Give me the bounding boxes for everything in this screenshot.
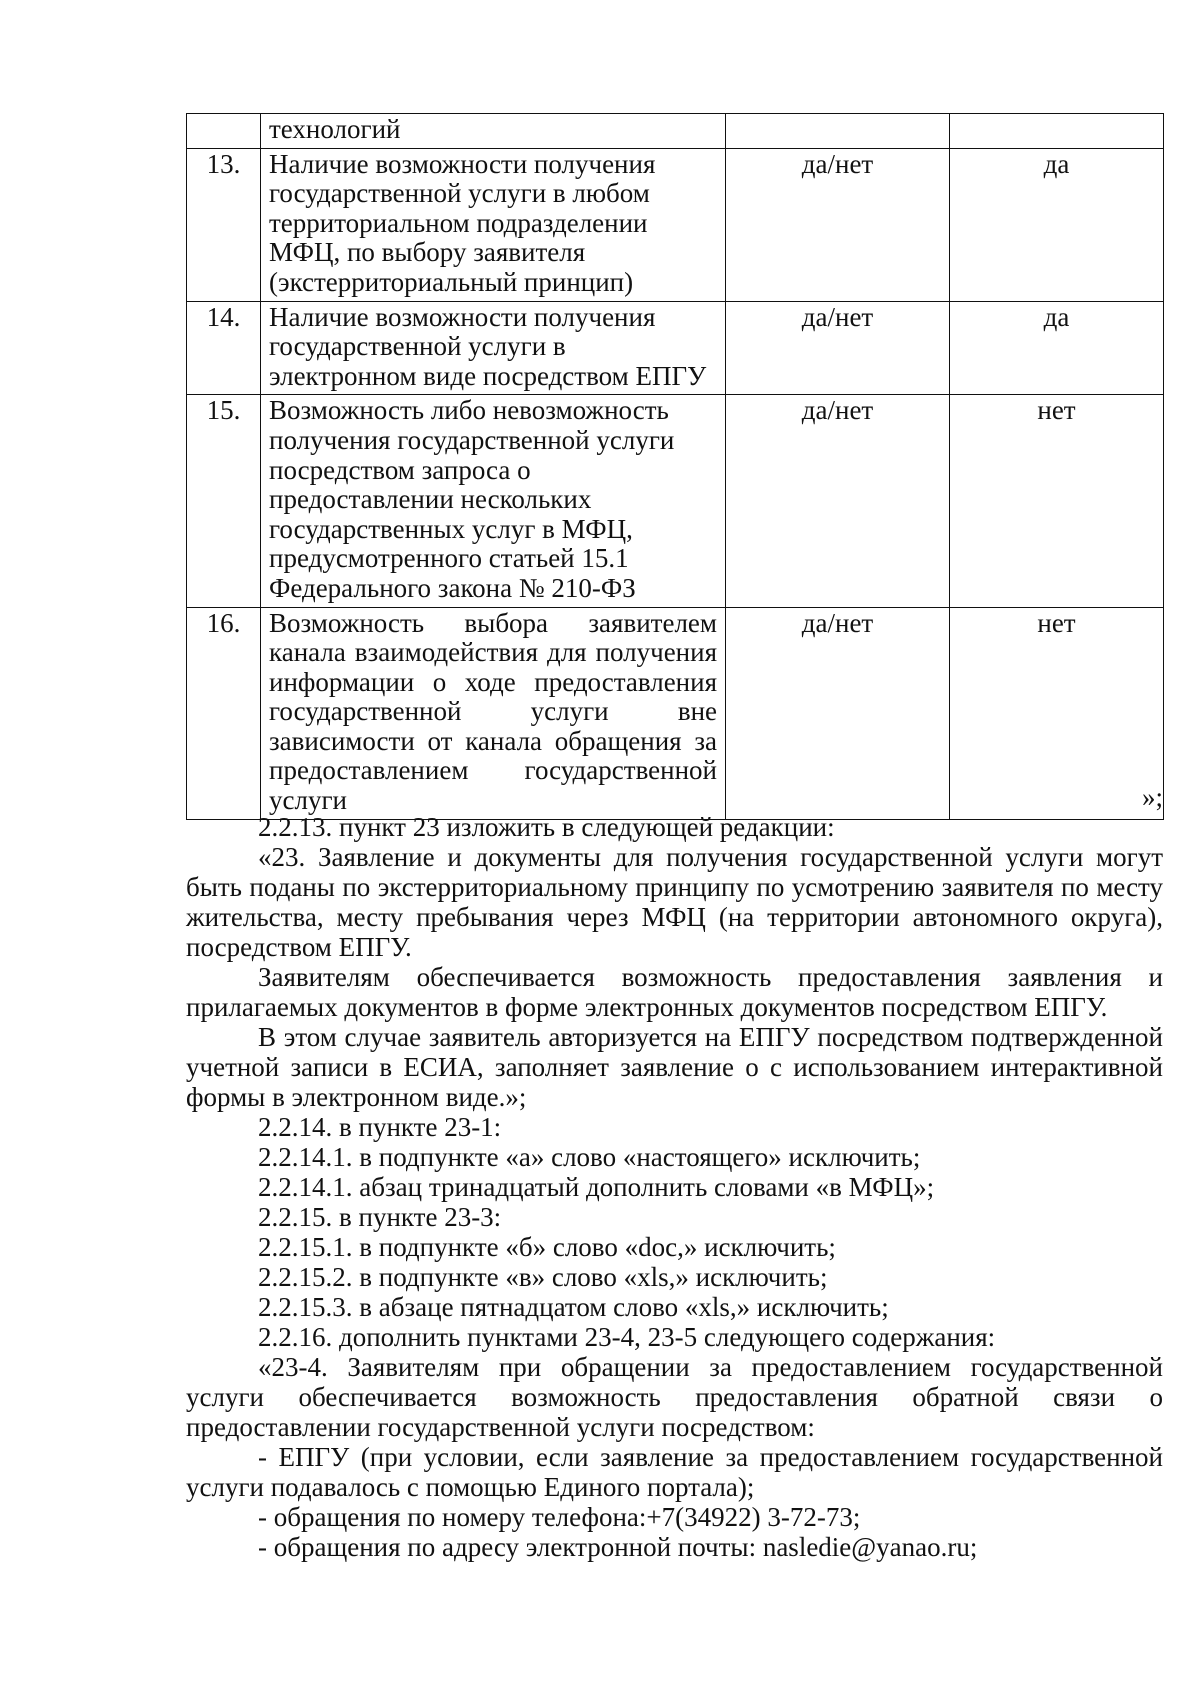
table-row xyxy=(187,114,1164,149)
row-unit: да/нет xyxy=(726,148,950,301)
row-norm: нет xyxy=(950,607,1164,819)
row-description: Наличие возможности получения государственной услуги в электронном виде посредством ЕПГУ xyxy=(261,301,726,395)
paragraph: В этом случае заявитель авторизуется на ЕПГУ посредством подтвержденной учетной записи в ЕСИА, заполняет заявление о с использованием интерактивной формы в электронном виде.»; xyxy=(186,1022,1163,1112)
paragraph: - ЕПГУ (при условии, если заявление за предоставлением государственной услуги подавалось с помощью Единого портала); xyxy=(186,1442,1163,1502)
row-number: 16. xyxy=(187,607,261,819)
table-row xyxy=(187,395,1164,607)
paragraph: 2.2.14. в пункте 23-1: xyxy=(258,1112,502,1142)
paragraph: 2.2.15.3. в абзаце пятнадцатом слово «xls,» исключить; xyxy=(258,1292,889,1322)
row-unit xyxy=(726,114,950,149)
row-number: 14. xyxy=(187,301,261,395)
paragraph: 2.2.14.1. в подпункте «а» слово «настоящего» исключить; xyxy=(258,1142,921,1172)
row-description: Возможность либо невозможность получения государственной услуги посредством запроса о предоставлении нескольких государственных услуг в МФЦ, предусмотренного статьей 15.1 Федерального закона № 210-ФЗ xyxy=(261,395,726,607)
paragraph: 2.2.15.2. в подпункте «в» слово «xls,» исключить; xyxy=(258,1262,828,1292)
indicators-table xyxy=(186,113,1164,820)
row-number xyxy=(187,114,261,149)
body-text xyxy=(186,812,1163,1562)
table-row xyxy=(187,148,1164,301)
table-row xyxy=(187,301,1164,395)
paragraph: Заявителям обеспечивается возможность предоставления заявления и прилагаемых документов в форме электронных документов посредством ЕПГУ. xyxy=(186,962,1163,1022)
row-unit: да/нет xyxy=(726,607,950,819)
paragraph: 2.2.15. в пункте 23-3: xyxy=(258,1202,502,1232)
paragraph: 2.2.13. пункт 23 изложить в следующей редакции: xyxy=(258,812,835,842)
paragraph: 2.2.15.1. в подпункте «б» слово «doc,» исключить; xyxy=(258,1232,836,1262)
row-description: технологий xyxy=(261,114,726,149)
row-norm xyxy=(950,114,1164,149)
row-number: 13. xyxy=(187,148,261,301)
paragraph: 2.2.14.1. абзац тринадцатый дополнить словами «в МФЦ»; xyxy=(258,1172,935,1202)
row-number: 15. xyxy=(187,395,261,607)
row-norm: да xyxy=(950,148,1164,301)
paragraph: 2.2.16. дополнить пунктами 23-4, 23-5 следующего содержания: xyxy=(258,1322,996,1352)
paragraph: «23-4. Заявителям при обращении за предоставлением государственной услуги обеспечивается возможность предоставления обратной связи о предоставлении государственной услуги посредством: xyxy=(186,1352,1163,1442)
row-description: Наличие возможности получения государственной услуги в любом территориальном подразделении МФЦ, по выбору заявителя (экстерриториальный принцип) xyxy=(261,148,726,301)
row-unit: да/нет xyxy=(726,301,950,395)
paragraph: - обращения по номеру телефона:+7(34922) 3-72-73; xyxy=(258,1502,861,1532)
row-norm: нет xyxy=(950,395,1164,607)
row-unit: да/нет xyxy=(726,395,950,607)
paragraph: - обращения по адресу электронной почты: nasledie@yanao.ru; xyxy=(258,1532,978,1562)
row-description: Возможность выбора заявителем канала взаимодействия для получения информации о ходе предоставления государственной услуги вне зависимости от канала обращения за предоставлением государственной услуги xyxy=(261,607,726,819)
table-closing-quote: »; xyxy=(1141,782,1163,812)
table-row xyxy=(187,607,1164,819)
row-norm: да xyxy=(950,301,1164,395)
paragraph: «23. Заявление и документы для получения государственной услуги могут быть поданы по экстерриториальному принципу по усмотрению заявителя по месту жительства, месту пребывания через МФЦ (на территории автономного округа), посредством ЕПГУ. xyxy=(186,842,1163,962)
